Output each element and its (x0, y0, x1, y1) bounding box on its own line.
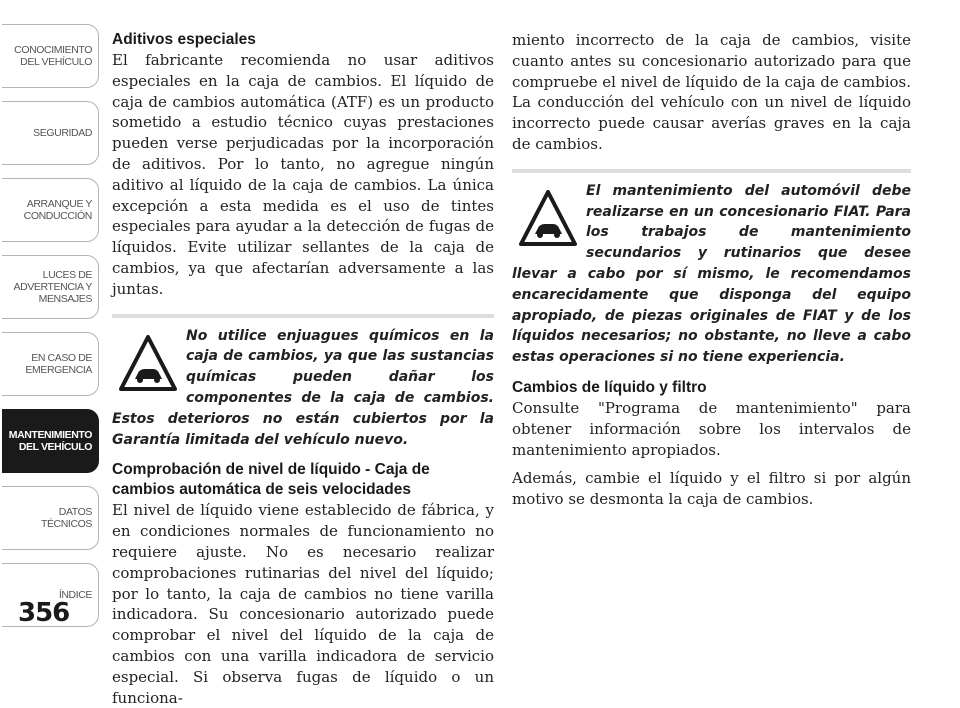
tab-seguridad[interactable]: SEGURIDAD (2, 101, 99, 165)
paragraph-continuation: miento incorrecto de la caja de cambios, visite cuanto antes su concesionario autorizado para que compruebe el nivel de líquido de la caja de cambios. La conducción del vehículo con un nivel de líquido incorrecto puede causar averías graves en la caja de cambios. (512, 31, 911, 153)
warning-text: No utilice enjuagues químicos en la caja de cambios, ya que las sustancias químicas pueden dañar los componentes de la caja de cambios. Estos deterioros no están cubiertos por la Garantía limitada del vehículo nuevo. (112, 327, 494, 448)
warning-box (112, 314, 494, 451)
heading-cambios-de-liquido: Cambios de líquido y filtro (512, 378, 707, 396)
tab-mantenimiento-del-vehiculo[interactable]: MANTENIMIENTO DEL VEHÍCULO (2, 409, 99, 473)
paragraph-ademas: Además, cambie el líquido y el filtro si por algún motivo se desmonta la caja de cambios. (512, 469, 911, 509)
tab-indice[interactable]: ÍNDICE (2, 563, 99, 627)
page-number: 356 (18, 598, 70, 628)
paragraph-aditivos: El fabricante recomienda no usar aditivos especiales en la caja de cambios. El líquido de caja de cambios automática (ATF) es un producto sometido a estudio técnico cuyas prestaciones pueden verse perjudicadas por la incorporación de aditivos. Por lo tanto, no agregue ningún aditivo al líquido de la caja de cambios. La única excepción a esta medida es el uso de tintes especiales para ayudar a la detección de fugas de líquidos. Evite utilizar sellantes de la caja de cambios, ya que afectarían adversamente a las juntas. (112, 51, 494, 298)
right-column (512, 30, 911, 510)
warning-box (512, 169, 911, 368)
left-column (112, 30, 494, 708)
warning-triangle-car-icon (118, 334, 178, 392)
heading-aditivos: Aditivos especiales (112, 31, 256, 48)
warning-text: El mantenimiento del automóvil debe realizarse en un concesionario FIAT. Para los trabajos de mantenimiento secundarios y rutinarios que desee llevar a cabo por sí mismo, le recomendamos encarecidamente que disponga del equipo apropiado, de piezas originales de FIAT y de los líquidos necesarios; no obstante, no lleve a cabo estas operaciones si no tiene experiencia. (512, 182, 911, 366)
tab-arranque-y-conduccion[interactable]: ARRANQUE Y CONDUCCIÓN (2, 178, 99, 242)
paragraph-programa: Consulte "Programa de mantenimiento" para obtener información sobre los intervalos de mantenimiento apropiados. (512, 398, 911, 459)
tab-conocimiento-del-vehiculo[interactable]: CONOCIMIENTO DEL VEHÍCULO (2, 24, 99, 88)
tab-luces-de-advertencia[interactable]: LUCES DE ADVERTENCIA Y MENSAJES (2, 255, 99, 319)
paragraph-comprobacion: El nivel de líquido viene establecido de fábrica, y en condiciones normales de funcionamiento no requiere ajuste. No es necesario realizar comprobaciones rutinarias del nivel del líquido; por lo tanto, la caja de cambios no tiene varilla indicadora. Su concesionario autorizado puede comprobar el nivel del líquido de la caja de cambios con una varilla indicadora de servicio especial. Si observa fugas de líquido o un funciona- (112, 501, 494, 707)
tab-en-caso-de-emergencia[interactable]: EN CASO DE EMERGENCIA (2, 332, 99, 396)
heading-comprobacion: Comprobación de nivel de líquido - Caja de cambios automática de seis velocidades (112, 461, 430, 499)
tab-datos-tecnicos[interactable]: DATOS TÉCNICOS (2, 486, 99, 550)
warning-triangle-car-icon (518, 189, 578, 247)
